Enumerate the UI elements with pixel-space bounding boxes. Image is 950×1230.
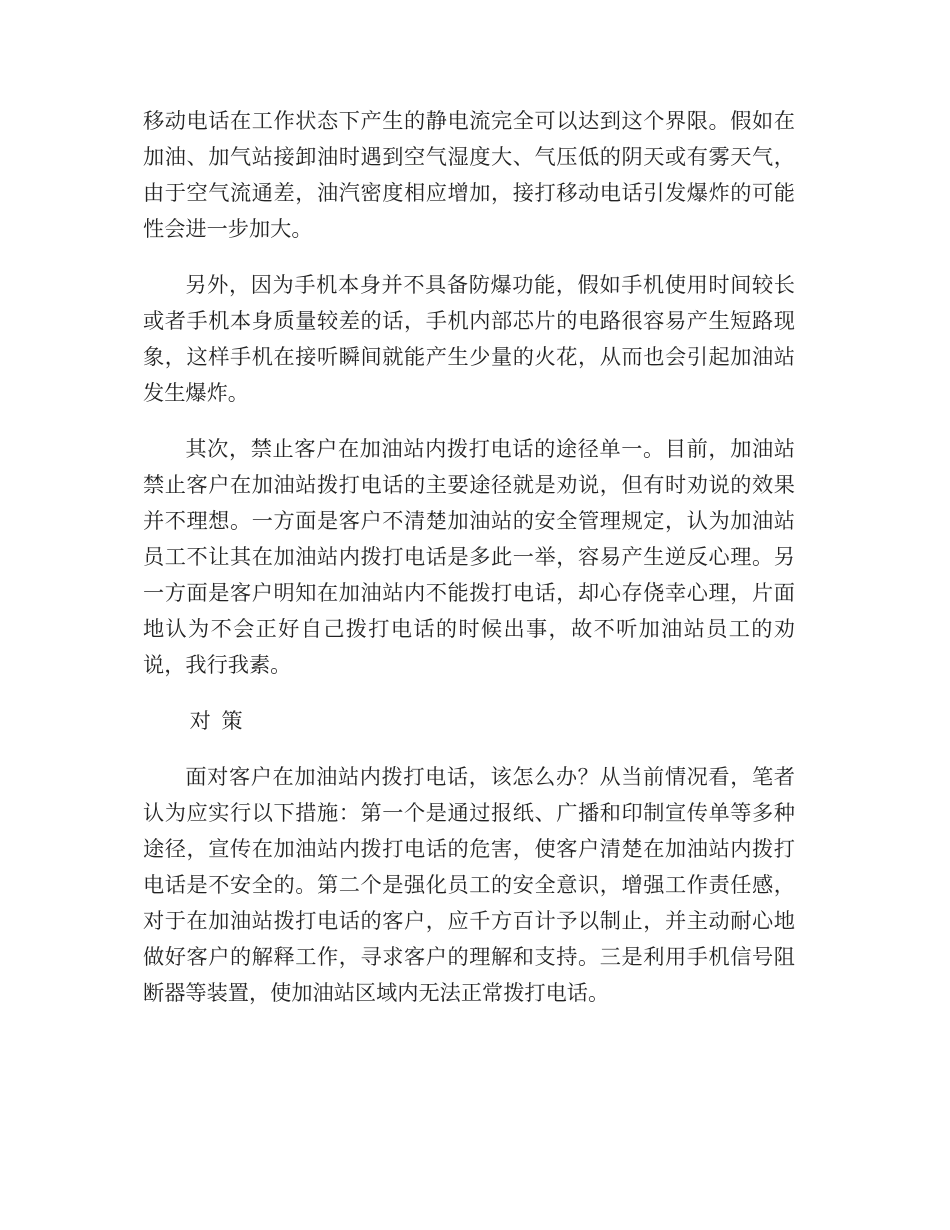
paragraph-static-current: 移动电话在工作状态下产生的静电流完全可以达到这个界限。假如在加油、加气站接卸油时遇到空气湿度大、气压低的阴天或有雾天气，由于空气流通差，油汽密度相应增加，接打移动电话引发爆炸的可能性会进一步加大。 [143,108,795,241]
paragraph-measures: 面对客户在加油站内拨打电话，该怎么办？从当前情况看，笔者认为应实行以下措施：第一个是通过报纸、广播和印制宣传单等多种途径，宣传在加油站内拨打电话的危害，使客户清楚在加油站内拨打电话是不安全的。第二个是强化员工的安全意识，增强工作责任感，对于在加油站拨打电话的客户，应千方百计予以制止，并主动耐心地做好客户的解释工作，寻求客户的理解和支持。三是利用手机信号阻断器等装置，使加油站区域内无法正常拨打电话。 [143,764,795,1005]
section-heading-countermeasures: 对策 [189,708,254,733]
paragraph-phone-short-circuit: 另外，因为手机本身并不具备防爆功能，假如手机使用时间较长或者手机本身质量较差的话，手机内部芯片的电路很容易产生短路现象，这样手机在接听瞬间就能产生少量的火花，从而也会引起加油站发生爆炸。 [143,272,795,405]
document-page [143,103,795,1031]
paragraph-single-approach: 其次，禁止客户在加油站内拨打电话的途径单一。目前，加油站禁止客户在加油站拨打电话的主要途径就是劝说，但有时劝说的效果并不理想。一方面是客户不清楚加油站的安全管理规定，认为加油站员工不让其在加油站内拨打电话是多此一举，容易产生逆反心理。另一方面是客户明知在加油站内不能拨打电话，却心存侥幸心理，片面地认为不会正好自己拨打电话的时候出事，故不听加油站员工的劝说，我行我素。 [143,436,795,677]
